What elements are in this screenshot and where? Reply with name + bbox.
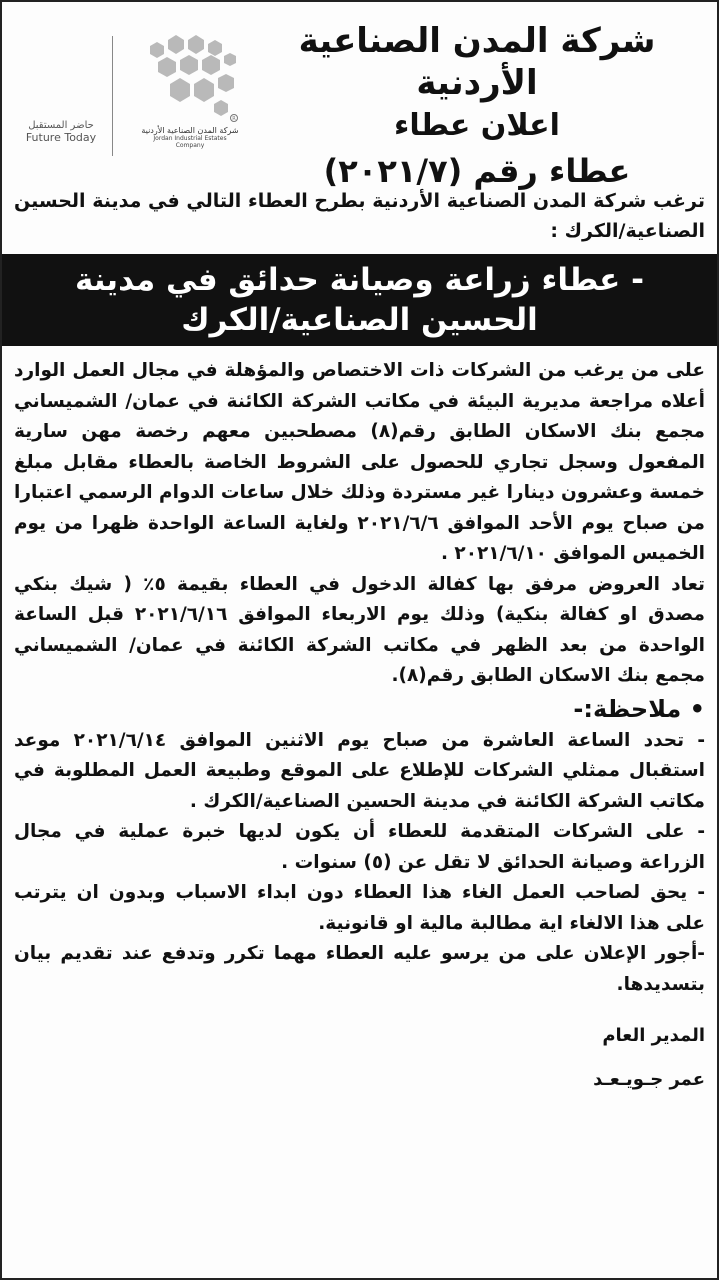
- signature-block: [14, 1014, 705, 1102]
- intro-text: ترغب شركة المدن الصناعية الأردنية بطرح العطاء التالي في مدينة الحسين الصناعية/الكرك :: [14, 190, 705, 242]
- paragraph-submission: تعاد العروض مرفق بها كفالة الدخول في العطاء بقيمة ٥٪ ( شيك بنكي مصدق او كفالة بنكية) وذلك يوم الاربعاء الموافق ٢٠٢١/٦/١٦ قبل الساعة الواحدة من بعد الظهر في مكاتب الشركة الكائنة في عمان/ الشميساني مجمع بنك الاسكان الطابق رقم(٨).: [14, 573, 706, 686]
- svg-text:R: R: [232, 116, 236, 122]
- note-item: - يحق لصاحب العمل الغاء هذا العطاء دون ابداء الاسباب وبدون ان يترتب على هذا الالغاء اية مطالبة مالية او قانونية.: [14, 882, 705, 934]
- slogan: [16, 120, 106, 144]
- note-item: - تحدد الساعة العاشرة من صباح يوم الاثنين الموافق ٢٠٢١/٦/١٤ موعد استقبال ممثلي الشركات للإطلاع على الموقع وطبيعة العمل المطلوبة في مكاتب الشركة الكائنة في مدينة الحسين الصناعية/الكرك .: [14, 729, 705, 812]
- note-item: - على الشركات المتقدمة للعطاء أن يكون لديها خبرة عملية في مجال الزراعة وصيانة الحدائق لا تقل عن (٥) سنوات .: [14, 821, 705, 873]
- signature-title: المدير العام: [602, 1025, 705, 1046]
- header: [2, 2, 717, 190]
- tender-banner: - عطاء زراعة وصيانة حدائق في مدينة الحسين الصناعية/الكرك: [2, 254, 717, 346]
- note-item: -أجور الإعلان على من يرسو عليه العطاء مهما تكرر وتدفع عند تقديم بيان بتسديدها.: [14, 943, 705, 995]
- signature-name: عمر جـويـعـد: [593, 1069, 705, 1090]
- divider: [112, 36, 113, 156]
- notes-heading: • ملاحظة:-: [573, 694, 705, 723]
- hexagon-dome-logo-icon: [140, 32, 240, 124]
- company-name: شركة المدن الصناعية الأردنية: [298, 21, 656, 103]
- logo-arabic-text: شركة المدن الصناعية الأردنية: [141, 126, 239, 135]
- slogan-arabic: حاضر المستقبل: [28, 120, 94, 131]
- paragraph-conditions: على من يرغب من الشركات ذات الاختصاص والمؤهلة في مجال العمل الوارد أعلاه مراجعة مديرية البيئة في مكاتب الشركة الكائنة في عمان/ الشميساني مجمع بنك الاسكان الطابق رقم(٨) مصطحبين معهم رخصة مهن سارية المفعول وسجل تجاري للحصول على الشروط الخاصة بالعطاء مقابل مبلغ خمسة وعشرون دينارا غير مستردة وذلك خلال ساعات الدوام الرسمي اعتبارا من صباح يوم الأحد الموافق ٢٠٢١/٦/٦ ولغاية الساعة الواحدة ظهرا من يوم الخميس الموافق ٢٠٢١/٦/١٠ .: [14, 360, 705, 564]
- company-logo: [140, 32, 240, 149]
- announcement-body: [2, 356, 717, 1102]
- slogan-english: Future Today: [25, 131, 97, 144]
- logo-english-text: Jordan Industrial Estates Company: [153, 135, 227, 149]
- tender-number: عطاء رقم (٢٠٢١/٧): [323, 152, 631, 190]
- title-block: [277, 20, 677, 194]
- announcement-title: اعلان عطاء: [394, 108, 560, 143]
